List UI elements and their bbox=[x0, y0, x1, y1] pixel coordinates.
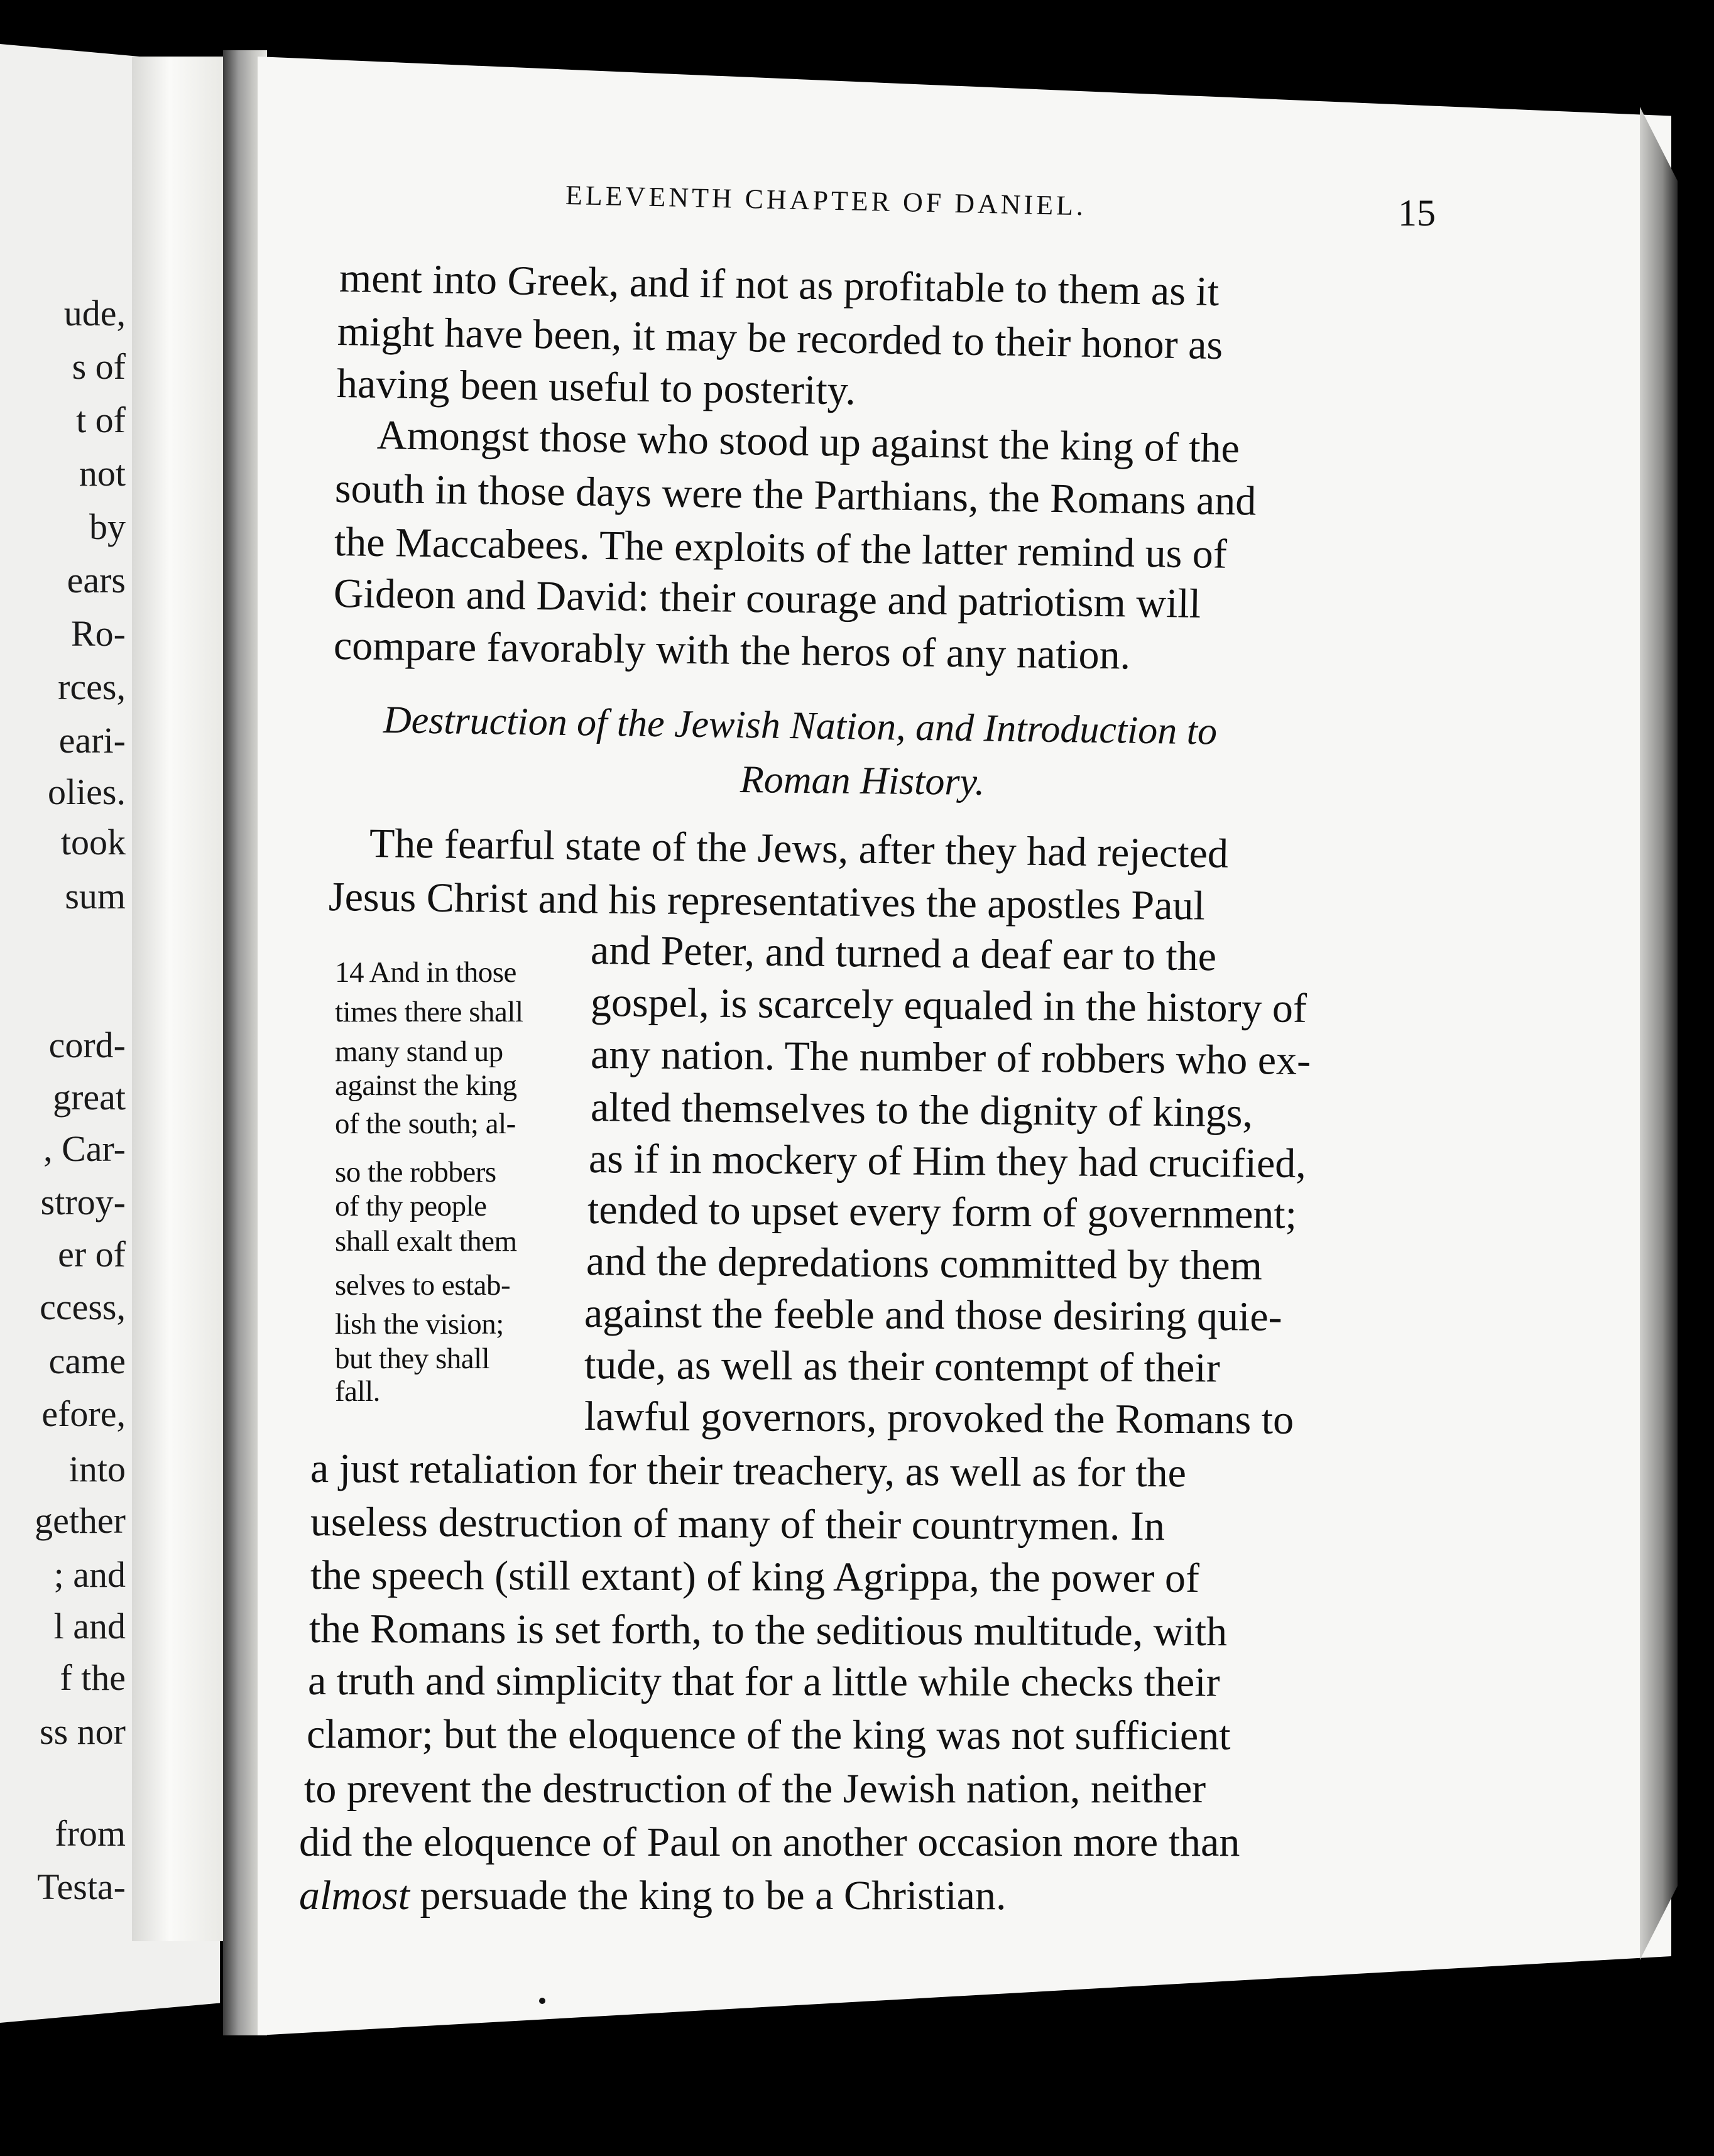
section-heading-line: Roman History. bbox=[740, 758, 985, 804]
left-page-line: olies. bbox=[47, 771, 126, 812]
section-heading-line: Destruction of the Jewish Nation, and Introduction to bbox=[383, 699, 1218, 753]
body-line: useless destruction of many of their countrymen. In bbox=[310, 1499, 1165, 1550]
final-body-line bbox=[299, 1875, 1006, 1917]
margin-verse-line: selves to estab- bbox=[335, 1269, 511, 1302]
margin-verse-line: of thy people bbox=[335, 1190, 487, 1222]
left-page-line: ears bbox=[67, 560, 126, 601]
body-line: a truth and simplicity that for a little while checks their bbox=[307, 1658, 1220, 1706]
left-page-line: Ro- bbox=[71, 613, 126, 654]
body-line: the speech (still extant) of king Agrippa, the power of bbox=[310, 1552, 1200, 1601]
left-page-line: stroy- bbox=[40, 1182, 126, 1222]
left-page-line: f the bbox=[60, 1657, 126, 1698]
italic-emphasis: almost bbox=[299, 1873, 410, 1919]
page-edge-shadow bbox=[1640, 107, 1678, 1960]
body-line: The fearful state of the Jews, after they had rejected bbox=[369, 820, 1229, 877]
body-line: and the depredations committed by them bbox=[586, 1238, 1263, 1289]
left-page-line: into bbox=[68, 1449, 126, 1489]
body-line: Amongst those who stood up against the king of the bbox=[376, 412, 1240, 472]
left-page-line: ss nor bbox=[40, 1711, 126, 1752]
body-line: did the eloquence of Paul on another occasion more than bbox=[299, 1819, 1240, 1865]
margin-verse-line: of the south; al- bbox=[335, 1108, 516, 1140]
body-line: compare favorably with the heros of any nation. bbox=[333, 623, 1131, 678]
final-line-rest: persuade the king to be a Christian. bbox=[410, 1873, 1007, 1919]
body-line: tude, as well as their contempt of their bbox=[584, 1342, 1220, 1391]
left-page-line: eari- bbox=[58, 720, 126, 761]
margin-verse-line: 14 And in those bbox=[335, 956, 516, 989]
left-page-line: cord- bbox=[48, 1025, 126, 1065]
left-page-line: ; and bbox=[53, 1554, 126, 1595]
left-page-line: l and bbox=[53, 1606, 126, 1647]
left-page-line: s of bbox=[72, 346, 126, 387]
body-line: as if in mockery of Him they had crucified, bbox=[588, 1136, 1307, 1187]
body-line: Gideon and David: their courage and patriotism will bbox=[333, 570, 1201, 627]
margin-verse-line: many stand up bbox=[335, 1035, 503, 1068]
left-page-line: came bbox=[48, 1341, 126, 1381]
left-page-line: efore, bbox=[41, 1393, 126, 1434]
left-page-line: great bbox=[53, 1077, 126, 1118]
body-line: Jesus Christ and his representatives the apostles Paul bbox=[328, 874, 1206, 929]
left-page-line: gether bbox=[35, 1500, 126, 1541]
left-page-line: from bbox=[55, 1813, 126, 1854]
margin-verse-line: times there shall bbox=[335, 996, 523, 1028]
body-line: gospel, is scarcely equaled in the history of bbox=[590, 979, 1307, 1032]
margin-verse-line: fall. bbox=[335, 1375, 380, 1408]
left-page-line: Testa- bbox=[37, 1866, 126, 1907]
body-line: having been useful to posterity. bbox=[336, 361, 856, 414]
body-line: and Peter, and turned a deaf ear to the bbox=[590, 927, 1217, 980]
margin-verse-line: shall exalt them bbox=[335, 1225, 517, 1258]
body-line: the Romans is set forth, to the seditious multitude, with bbox=[308, 1606, 1228, 1655]
margin-verse-line: but they shall bbox=[335, 1342, 490, 1375]
body-line: lawful governors, provoked the Romans to bbox=[584, 1393, 1294, 1443]
left-page-line: er of bbox=[58, 1234, 126, 1275]
left-page-line: , Car- bbox=[43, 1128, 126, 1169]
body-line: tended to upset every form of government; bbox=[587, 1187, 1297, 1238]
left-page-torn-edge bbox=[132, 57, 226, 1941]
body-line: against the feeble and those desiring quie- bbox=[584, 1290, 1282, 1340]
margin-verse-line: so the robbers bbox=[335, 1156, 496, 1189]
body-line: clamor; but the eloquence of the king was not sufficient bbox=[306, 1711, 1231, 1759]
body-line: to prevent the destruction of the Jewish nation, neither bbox=[304, 1766, 1206, 1812]
left-page-line: ude, bbox=[63, 293, 126, 334]
body-line: a just retaliation for their treachery, as well as for the bbox=[310, 1446, 1187, 1496]
print-speck bbox=[539, 1998, 545, 2004]
left-page-line: t of bbox=[76, 400, 126, 440]
page-number: 15 bbox=[1398, 192, 1436, 234]
left-page-line: not bbox=[79, 453, 126, 494]
left-page-line: ccess, bbox=[40, 1287, 126, 1327]
left-page-line: sum bbox=[65, 876, 126, 917]
left-page-line: took bbox=[60, 822, 126, 863]
margin-verse-line: against the king bbox=[335, 1069, 517, 1102]
body-line: alted themselves to the dignity of kings, bbox=[590, 1084, 1253, 1136]
left-page-line: by bbox=[89, 506, 126, 547]
body-line: ment into Greek, and if not as profitable to them as it bbox=[339, 255, 1220, 315]
body-line: any nation. The number of robbers who ex- bbox=[590, 1032, 1311, 1084]
left-page-line: rces, bbox=[58, 667, 126, 707]
body-line: the Maccabees. The exploits of the latter remind us of bbox=[334, 519, 1228, 577]
body-line: might have been, it may be recorded to their honor as bbox=[337, 308, 1223, 369]
margin-verse-line: lish the vision; bbox=[335, 1308, 504, 1341]
running-header: ELEVENTH CHAPTER OF DANIEL. bbox=[565, 180, 1087, 222]
body-line: south in those days were the Parthians, the Romans and bbox=[334, 466, 1257, 525]
